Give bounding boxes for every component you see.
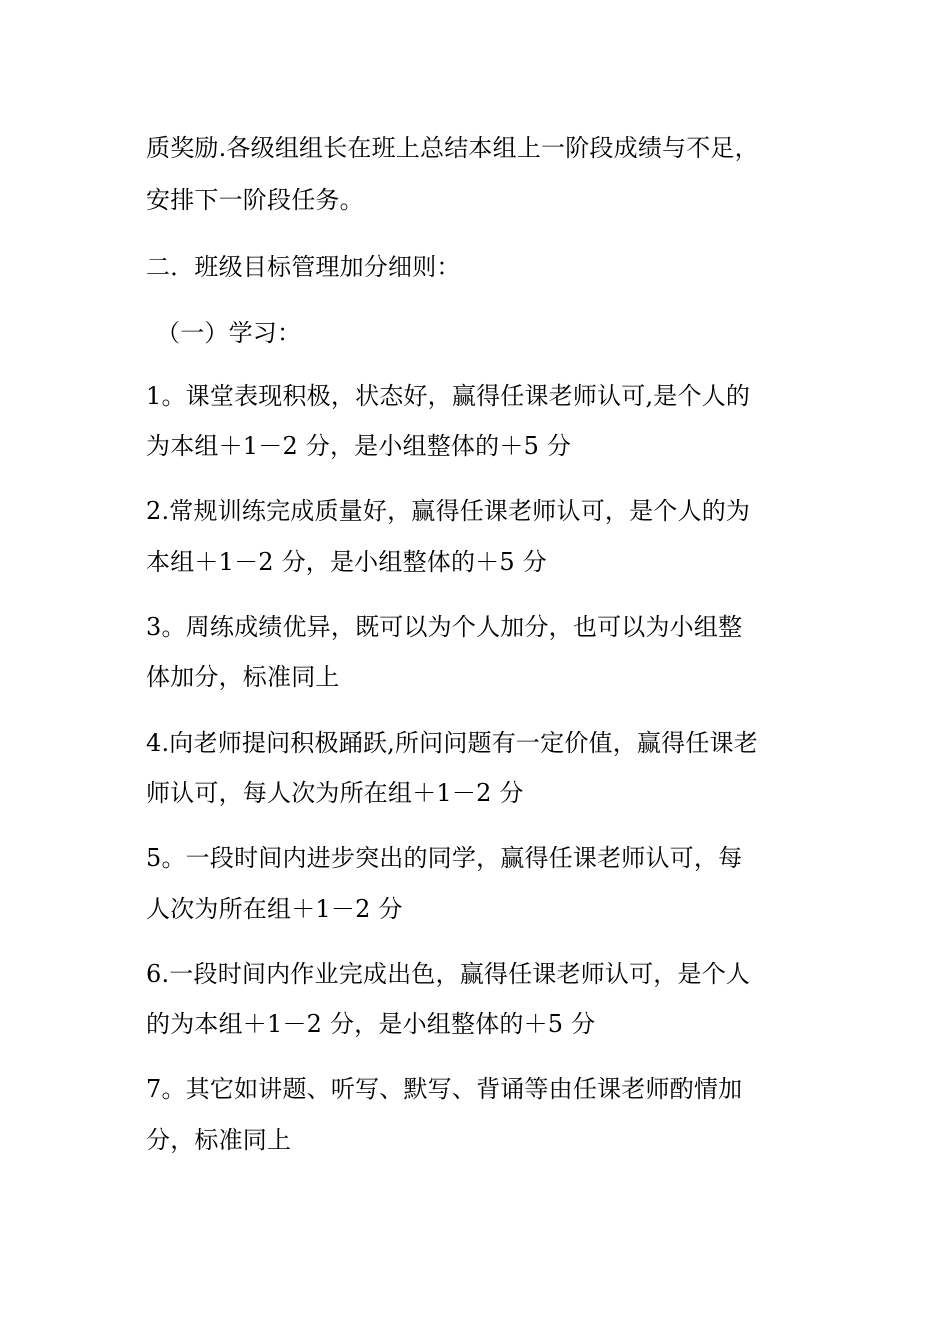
text-line: 质奖励.各级组组长在班上总结本组上一阶段成绩与不足，	[146, 134, 759, 162]
list-item-line: 3。周练成绩优异，既可以为个人加分，也可以为小组整	[146, 613, 743, 641]
section-heading: 二．班级目标管理加分细则：	[146, 253, 461, 281]
list-item-line: 本组＋1－2 分，是小组整体的＋5 分	[146, 548, 547, 576]
list-item-line: 的为本组＋1－2 分，是小组整体的＋5 分	[146, 1010, 596, 1038]
list-item-line: 4.向老师提问积极踊跃,所问问题有一定价值，赢得任课老	[146, 729, 758, 757]
list-item-line: 1。课堂表现积极，状态好，赢得任课老师认可,是个人的	[146, 382, 751, 410]
list-item-line: 5。一段时间内进步突出的同学，赢得任课老师认可，每	[146, 844, 743, 872]
list-item-line: 7。其它如讲题、听写、默写、背诵等由任课老师酌情加	[146, 1075, 743, 1103]
list-item-line: 师认可，每人次为所在组＋1－2 分	[146, 779, 524, 807]
list-item-line: 为本组＋1－2 分，是小组整体的＋5 分	[146, 432, 572, 460]
list-item-line: 人次为所在组＋1－2 分	[146, 895, 403, 923]
list-item-line: 分，标准同上	[146, 1126, 292, 1154]
list-item-line: 2.常规训练完成质量好，赢得任课老师认可，是个人的为	[146, 497, 751, 525]
list-item-line: 6.一段时间内作业完成出色，赢得任课老师认可，是个人	[146, 960, 751, 988]
text-line: 安排下一阶段任务。	[146, 186, 364, 214]
list-item-line: 体加分，标准同上	[146, 663, 340, 691]
subsection-heading: （一）学习：	[156, 319, 302, 347]
